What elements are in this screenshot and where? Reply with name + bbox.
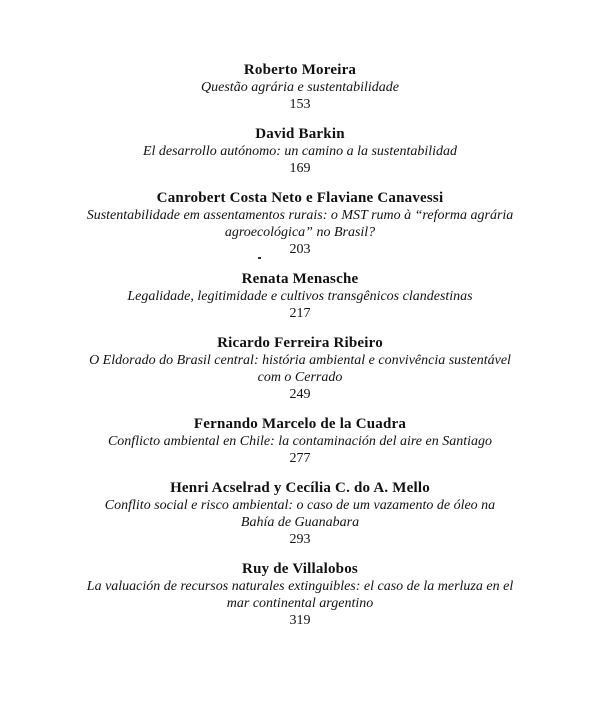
entry-title-line: Legalidade, legitimidade e cultivos transgênicos clandestinas — [127, 289, 473, 304]
entry-title-line: El desarrollo autónomo: un camino a la sustentabilidad — [142, 144, 458, 159]
entry-title — [0, 497, 600, 531]
entry-title — [0, 207, 600, 241]
entry-title — [0, 288, 600, 305]
toc-entry — [0, 561, 600, 629]
entry-author: David Barkin — [255, 126, 345, 142]
scan-speck — [258, 257, 261, 259]
entry-title-line: com o Cerrado — [257, 370, 343, 385]
entry-title-line: Conflicto ambiental en Chile: la contaminación del aire en Santiago — [107, 434, 493, 449]
entry-author: Ruy de Villalobos — [242, 561, 358, 577]
entry-title-line: Sustentabilidade em assentamentos rurais: o MST rumo à “reforma agrária — [86, 208, 514, 223]
toc-entry — [0, 335, 600, 403]
entry-author: Canrobert Costa Neto e Flaviane Canavessi — [156, 190, 444, 206]
entry-title-line: O Eldorado do Brasil central: história ambiental e convivência sustentável — [89, 353, 511, 368]
entry-page-number: 169 — [289, 161, 311, 176]
toc-entry — [0, 126, 600, 177]
entry-page-number: 319 — [289, 613, 311, 628]
entry-page-number: 153 — [289, 97, 311, 112]
entry-title — [0, 433, 600, 450]
entry-title-line: agroecológica” no Brasil? — [224, 225, 376, 240]
entry-page-number: 217 — [289, 306, 311, 321]
toc-entry — [0, 480, 600, 548]
entry-title-line: La valuación de recursos naturales extinguibles: el caso de la merluza en el — [86, 579, 514, 594]
table-of-contents — [0, 62, 600, 642]
entry-author: Henri Acselrad y Cecília C. do A. Mello — [170, 480, 430, 496]
entry-author: Renata Menasche — [241, 271, 359, 287]
entry-author: Ricardo Ferreira Ribeiro — [217, 335, 383, 351]
toc-entry — [0, 271, 600, 322]
entry-author: Fernando Marcelo de la Cuadra — [193, 416, 407, 432]
entry-title — [0, 578, 600, 612]
entry-title-line: Conflito social e risco ambiental: o caso de um vazamento de óleo na — [104, 498, 496, 513]
entry-title-line: Questão agrária e sustentabilidade — [201, 80, 399, 95]
entry-title-line: mar continental argentino — [226, 596, 374, 611]
entry-title — [0, 143, 600, 160]
entry-page-number: 203 — [289, 242, 311, 257]
entry-title — [0, 79, 600, 96]
entry-page-number: 277 — [289, 451, 311, 466]
toc-entry — [0, 190, 600, 258]
entry-page-number: 293 — [289, 532, 311, 547]
entry-author: Roberto Moreira — [243, 62, 357, 78]
toc-entry — [0, 62, 600, 113]
entry-title — [0, 352, 600, 386]
entry-page-number: 249 — [289, 387, 311, 402]
toc-entry — [0, 416, 600, 467]
entry-title-line: Bahía de Guanabara — [240, 515, 360, 530]
